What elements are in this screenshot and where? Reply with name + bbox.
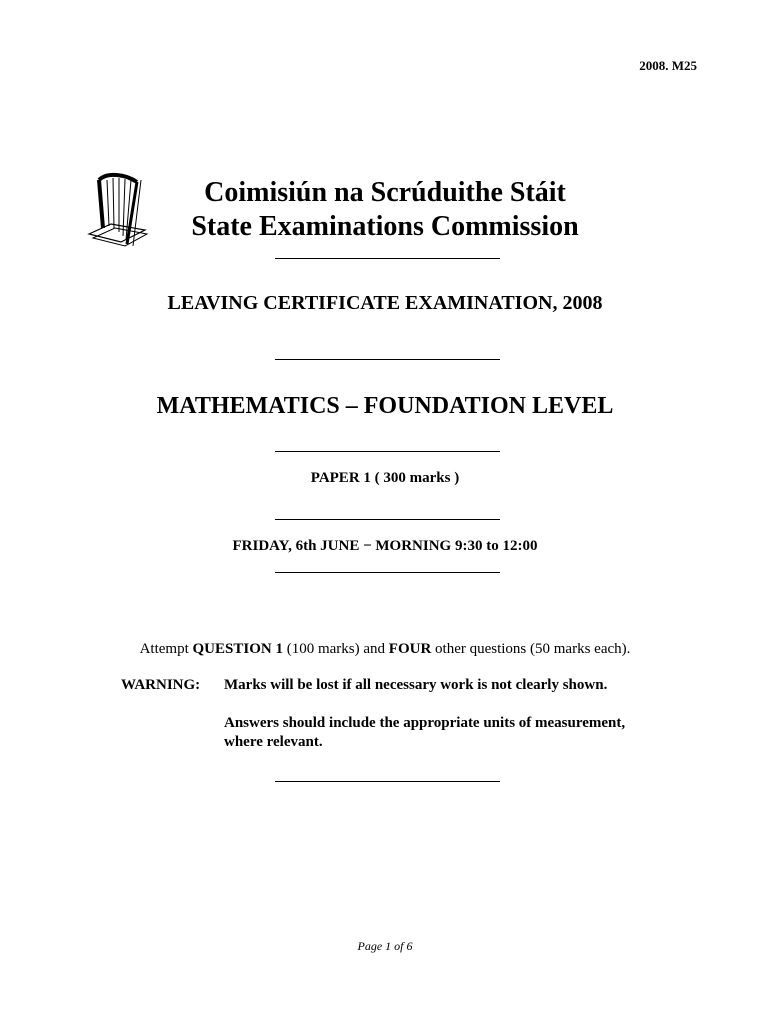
exam-title: LEAVING CERTIFICATE EXAMINATION, 2008 [167,292,603,314]
warning-label: WARNING: [121,677,201,693]
attempt-mid: (100 marks) and [282,641,389,657]
attempt-prefix: Attempt [139,641,193,657]
divider-rule [275,572,500,573]
divider-rule [275,451,500,452]
exam-subject: MATHEMATICS – FOUNDATION LEVEL [156,393,614,419]
organisation-irish-name: Coimisiún na Scrúduithe Stáit [204,177,566,208]
warning-text: Marks will be lost if all necessary work is not clearly shown. [224,677,608,693]
units-instruction [224,714,694,752]
divider-rule [275,781,500,782]
exam-date: FRIDAY, 6th JUNE − MORNING 9:30 to 12:00 [232,538,538,554]
attempt-suffix: other questions (50 marks each). [431,641,631,657]
divider-rule [275,258,500,259]
divider-rule [275,359,500,360]
exam-paper: PAPER 1 ( 300 marks ) [310,470,460,486]
paper-code: 2008. M25 [639,58,697,73]
page-number: Page 1 of 6 [357,939,413,953]
units-line-1: Answers should include the appropriate units of measurement, [224,715,626,731]
harp-logo-icon [85,168,157,252]
attempt-four: FOUR [388,641,432,657]
organisation-english-name: State Examinations Commission [191,211,579,242]
divider-rule [275,519,500,520]
attempt-instruction [0,641,770,658]
units-line-2: where relevant. [224,734,323,750]
attempt-question-1: QUESTION 1 [192,641,283,657]
